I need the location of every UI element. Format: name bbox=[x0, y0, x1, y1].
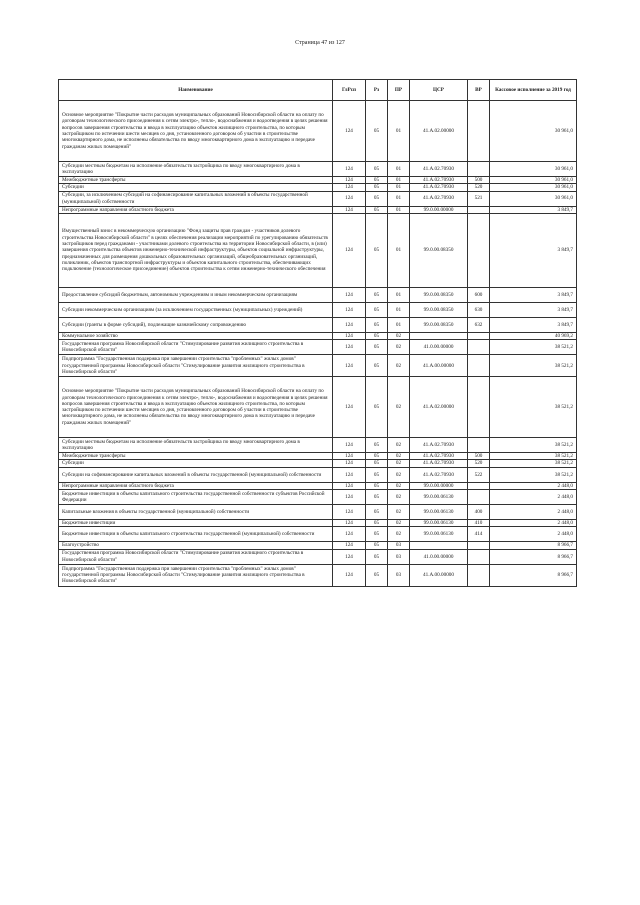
row-vr bbox=[468, 206, 490, 213]
row-csr: 41.А.02.70930 bbox=[410, 191, 468, 206]
budget-table bbox=[58, 79, 577, 587]
row-vr: 500 bbox=[468, 177, 490, 184]
row-grbs: 124 bbox=[333, 460, 366, 467]
table-body bbox=[59, 101, 577, 587]
table-row bbox=[59, 520, 577, 527]
row-pr: 02 bbox=[388, 377, 410, 438]
row-pr: 01 bbox=[388, 206, 410, 213]
row-name: Межбюджетные трансферты bbox=[59, 453, 333, 460]
row-name: Государственная программа Новосибирской области "Стимулирование развития жилищного строительства в Новосибирской области" bbox=[59, 549, 333, 564]
row-csr: 41.А.02.70930 bbox=[410, 438, 468, 453]
table-row bbox=[59, 527, 577, 542]
row-csr: 41.А.02.70930 bbox=[410, 467, 468, 482]
row-csr: 41.А.02.70930 bbox=[410, 453, 468, 460]
row-grbs: 124 bbox=[333, 332, 366, 339]
row-amount: 3 849,7 bbox=[490, 206, 577, 213]
row-name: Межбюджетные трансферты bbox=[59, 177, 333, 184]
row-csr: 41.А.02.70930 bbox=[410, 184, 468, 191]
row-name: Бюджетные инвестиции bbox=[59, 520, 333, 527]
table-row bbox=[59, 490, 577, 505]
row-grbs: 124 bbox=[333, 355, 366, 377]
row-amount: 38 521,2 bbox=[490, 377, 577, 438]
row-amount: 38 521,2 bbox=[490, 467, 577, 482]
row-rz: 05 bbox=[366, 467, 388, 482]
row-grbs: 124 bbox=[333, 467, 366, 482]
row-rz: 05 bbox=[366, 177, 388, 184]
row-amount: 2 448,0 bbox=[490, 527, 577, 542]
row-grbs: 124 bbox=[333, 505, 366, 520]
row-amount: 38 521,2 bbox=[490, 460, 577, 467]
table-row bbox=[59, 377, 577, 438]
column-header-amount: Кассовое исполнение за 2019 год bbox=[490, 80, 577, 101]
row-pr: 01 bbox=[388, 302, 410, 317]
row-pr: 01 bbox=[388, 191, 410, 206]
row-amount: 30 961,0 bbox=[490, 101, 577, 162]
table-row bbox=[59, 206, 577, 213]
row-csr bbox=[410, 542, 468, 549]
table-row bbox=[59, 438, 577, 453]
table-row bbox=[59, 467, 577, 482]
row-pr: 01 bbox=[388, 317, 410, 332]
row-csr: 99.0.00.08350 bbox=[410, 287, 468, 302]
row-csr: 41.А.02.70930 bbox=[410, 162, 468, 177]
row-vr: 520 bbox=[468, 184, 490, 191]
table-row bbox=[59, 317, 577, 332]
row-grbs: 124 bbox=[333, 564, 366, 586]
row-pr: 02 bbox=[388, 332, 410, 339]
row-csr: 41.0.00.00000 bbox=[410, 549, 468, 564]
row-rz: 05 bbox=[366, 332, 388, 339]
row-amount: 30 961,0 bbox=[490, 191, 577, 206]
row-rz: 05 bbox=[366, 460, 388, 467]
row-amount: 8 966,7 bbox=[490, 564, 577, 586]
row-grbs: 124 bbox=[333, 101, 366, 162]
row-name: Коммунальное хозяйство bbox=[59, 332, 333, 339]
row-vr: 630 bbox=[468, 302, 490, 317]
row-pr: 03 bbox=[388, 542, 410, 549]
row-csr: 41.0.00.00000 bbox=[410, 340, 468, 355]
row-vr bbox=[468, 549, 490, 564]
row-grbs: 124 bbox=[333, 438, 366, 453]
row-vr bbox=[468, 355, 490, 377]
column-header-rz: Рз bbox=[366, 80, 388, 101]
page-header: Страница 47 из 127 bbox=[295, 40, 345, 46]
row-rz: 05 bbox=[366, 287, 388, 302]
row-grbs: 124 bbox=[333, 177, 366, 184]
row-pr: 01 bbox=[388, 287, 410, 302]
row-pr: 01 bbox=[388, 101, 410, 162]
row-vr: 600 bbox=[468, 287, 490, 302]
row-name: Благоустройство bbox=[59, 542, 333, 549]
row-amount: 30 961,0 bbox=[490, 177, 577, 184]
table-row bbox=[59, 184, 577, 191]
row-amount: 30 961,0 bbox=[490, 162, 577, 177]
table-row bbox=[59, 177, 577, 184]
table-row bbox=[59, 564, 577, 586]
row-name: Субсидии местным бюджетам на исполнение обязательств застройщика по вводу многоквартирного дома в эксплуатацию bbox=[59, 162, 333, 177]
row-csr bbox=[410, 332, 468, 339]
row-pr: 02 bbox=[388, 453, 410, 460]
table-row bbox=[59, 549, 577, 564]
row-pr: 03 bbox=[388, 549, 410, 564]
row-grbs: 124 bbox=[333, 287, 366, 302]
row-rz: 05 bbox=[366, 520, 388, 527]
row-rz: 05 bbox=[366, 549, 388, 564]
row-csr: 99.0.00.06130 bbox=[410, 490, 468, 505]
row-amount: 40 969,2 bbox=[490, 332, 577, 339]
row-grbs: 124 bbox=[333, 542, 366, 549]
row-rz: 05 bbox=[366, 527, 388, 542]
row-pr: 02 bbox=[388, 460, 410, 467]
row-grbs: 124 bbox=[333, 340, 366, 355]
row-csr: 41.А.02.00000 bbox=[410, 377, 468, 438]
row-amount: 8 966,7 bbox=[490, 542, 577, 549]
table-row bbox=[59, 287, 577, 302]
table-row bbox=[59, 453, 577, 460]
row-grbs: 124 bbox=[333, 520, 366, 527]
row-rz: 05 bbox=[366, 482, 388, 489]
row-amount: 38 521,2 bbox=[490, 340, 577, 355]
row-pr: 02 bbox=[388, 340, 410, 355]
row-amount: 3 849,7 bbox=[490, 213, 577, 287]
row-csr: 99.0.00.06130 bbox=[410, 520, 468, 527]
table-header-row bbox=[59, 80, 577, 101]
row-grbs: 124 bbox=[333, 184, 366, 191]
row-rz: 05 bbox=[366, 184, 388, 191]
row-name: Предоставление субсидий бюджетным, автономным учреждениям и иным некоммерческим организациям bbox=[59, 287, 333, 302]
row-amount: 3 849,7 bbox=[490, 302, 577, 317]
row-pr: 01 bbox=[388, 177, 410, 184]
row-csr: 99.0.00.06130 bbox=[410, 505, 468, 520]
table-row bbox=[59, 340, 577, 355]
row-rz: 05 bbox=[366, 438, 388, 453]
row-amount: 2 448,0 bbox=[490, 490, 577, 505]
row-vr bbox=[468, 564, 490, 586]
row-csr: 99.0.00.06130 bbox=[410, 527, 468, 542]
table-row bbox=[59, 213, 577, 287]
row-name: Бюджетные инвестиции в объекты капитального строительства государственной собственности субъектов Российской Федерации bbox=[59, 490, 333, 505]
row-amount: 3 849,7 bbox=[490, 317, 577, 332]
row-name: Субсидии bbox=[59, 184, 333, 191]
table-row bbox=[59, 162, 577, 177]
row-pr: 02 bbox=[388, 438, 410, 453]
row-rz: 05 bbox=[366, 101, 388, 162]
row-pr: 01 bbox=[388, 162, 410, 177]
row-grbs: 124 bbox=[333, 453, 366, 460]
row-grbs: 124 bbox=[333, 317, 366, 332]
table-row bbox=[59, 482, 577, 489]
row-rz: 05 bbox=[366, 162, 388, 177]
row-rz: 05 bbox=[366, 340, 388, 355]
row-csr: 99.0.00.08350 bbox=[410, 213, 468, 287]
row-amount: 2 448,0 bbox=[490, 505, 577, 520]
row-pr: 02 bbox=[388, 520, 410, 527]
row-amount: 3 849,7 bbox=[490, 287, 577, 302]
row-rz: 05 bbox=[366, 302, 388, 317]
row-name: Субсидии некоммерческим организациям (за исключением государственных (муниципальных) учреждений) bbox=[59, 302, 333, 317]
row-rz: 05 bbox=[366, 213, 388, 287]
row-vr: 520 bbox=[468, 460, 490, 467]
row-grbs: 124 bbox=[333, 482, 366, 489]
table-row bbox=[59, 460, 577, 467]
table-row bbox=[59, 542, 577, 549]
row-name: Непрограммные направления областного бюджета bbox=[59, 206, 333, 213]
row-grbs: 124 bbox=[333, 377, 366, 438]
row-csr: 99.0.00.00000 bbox=[410, 206, 468, 213]
row-vr: 414 bbox=[468, 527, 490, 542]
row-pr: 01 bbox=[388, 213, 410, 287]
row-amount: 2 448,0 bbox=[490, 520, 577, 527]
table-row bbox=[59, 101, 577, 162]
row-vr: 632 bbox=[468, 317, 490, 332]
row-vr: 521 bbox=[468, 191, 490, 206]
row-name: Субсидии (гранты в форме субсидий), подлежащие казначейскому сопровождению bbox=[59, 317, 333, 332]
row-grbs: 124 bbox=[333, 191, 366, 206]
row-grbs: 124 bbox=[333, 549, 366, 564]
column-header-grbs: ГлРсп bbox=[333, 80, 366, 101]
row-name: Имущественный взнос в некоммерческую организацию "Фонд защиты прав граждан - участников долевого строительства Новосибирской области" в целях обеспечения реализации мероприятий по урегулированию обязательств застройщиков перед гражданами - участниками долевого строительства на территории Новосибирской области, в (или) завершения строительства объектов инженерно-технической инфраструктуры, объектов социальной инфраструктуры, предназначенных для размещения дошкольных образовательных организаций, общеобразовательных организаций, поликлиник, объектов транспортной инфраструктуры и объектов капитального строительства, обеспечивающих подключение (технологическое присоединение) объектов строительства к сетям инженерно-технического обеспечения bbox=[59, 213, 333, 287]
table-row bbox=[59, 505, 577, 520]
row-vr bbox=[468, 490, 490, 505]
row-amount: 38 521,2 bbox=[490, 453, 577, 460]
row-vr: 400 bbox=[468, 505, 490, 520]
row-grbs: 124 bbox=[333, 527, 366, 542]
row-pr: 03 bbox=[388, 564, 410, 586]
row-csr: 41.А.02.70930 bbox=[410, 177, 468, 184]
table-row bbox=[59, 191, 577, 206]
row-name: Субсидии, за исключением субсидий на софинансирование капитальных вложений в объекты государственной (муниципальной) собственности bbox=[59, 191, 333, 206]
row-rz: 05 bbox=[366, 490, 388, 505]
row-grbs: 124 bbox=[333, 162, 366, 177]
row-csr: 99.0.00.08350 bbox=[410, 302, 468, 317]
row-name: Подпрограмма "Государственная поддержка при завершении строительства "проблемных" жилых домов" государственной программы Новосибирской области "Стимулирование развития жилищного строительства в Новосибирской области" bbox=[59, 355, 333, 377]
row-name: Государственная программа Новосибирской области "Стимулирование развития жилищного строительства в Новосибирской области" bbox=[59, 340, 333, 355]
row-amount: 38 521,2 bbox=[490, 355, 577, 377]
row-vr: 522 bbox=[468, 467, 490, 482]
row-pr: 02 bbox=[388, 505, 410, 520]
row-rz: 05 bbox=[366, 505, 388, 520]
row-pr: 02 bbox=[388, 527, 410, 542]
row-rz: 05 bbox=[366, 453, 388, 460]
row-name: Субсидии местным бюджетам на исполнение обязательств застройщика по вводу многоквартирного дома в эксплуатацию bbox=[59, 438, 333, 453]
table-row bbox=[59, 332, 577, 339]
row-grbs: 124 bbox=[333, 206, 366, 213]
row-csr: 99.0.00.00000 bbox=[410, 482, 468, 489]
row-csr: 99.0.00.08350 bbox=[410, 317, 468, 332]
row-vr bbox=[468, 482, 490, 489]
row-rz: 05 bbox=[366, 564, 388, 586]
row-grbs: 124 bbox=[333, 213, 366, 287]
row-name: Основное мероприятие "Покрытие части расходов муниципальных образований Новосибирской области на оплату по договорам технологического присоединения к сетям электро-, тепло-, водоснабжения и водоотведения в целях решения вопросов завершения строительства и ввода в эксплуатацию объектов жилищного строительства, по которым застройщиком по истечении шести месяцев со дня, установленного договором об участии в строительстве многоквартирного дома, не исполнены обязательства по вводу многоквартирного дома в эксплуатацию и передаче гражданам жилых помещений" bbox=[59, 101, 333, 162]
row-pr: 02 bbox=[388, 482, 410, 489]
row-rz: 05 bbox=[366, 191, 388, 206]
row-name: Непрограммные направления областного бюджета bbox=[59, 482, 333, 489]
table-row bbox=[59, 355, 577, 377]
row-vr bbox=[468, 162, 490, 177]
row-csr: 41.А.02.70930 bbox=[410, 460, 468, 467]
row-vr bbox=[468, 340, 490, 355]
row-csr: 41.А.02.00000 bbox=[410, 101, 468, 162]
row-name: Бюджетные инвестиции в объекты капитального строительства государственной (муниципальной) собственности bbox=[59, 527, 333, 542]
row-rz: 05 bbox=[366, 206, 388, 213]
row-name: Подпрограмма "Государственная поддержка при завершении строительства "проблемных" жилых домов" государственной программы Новосибирской области "Стимулирование развития жилищного строительства в Новосибирской области" bbox=[59, 564, 333, 586]
table-row bbox=[59, 302, 577, 317]
row-grbs: 124 bbox=[333, 490, 366, 505]
row-name: Капитальные вложения в объекты государственной (муниципальной) собственности bbox=[59, 505, 333, 520]
row-vr: 410 bbox=[468, 520, 490, 527]
row-rz: 05 bbox=[366, 377, 388, 438]
column-header-name: Наименование bbox=[59, 80, 333, 101]
row-name: Субсидии bbox=[59, 460, 333, 467]
row-amount: 30 961,0 bbox=[490, 184, 577, 191]
column-header-vr: ВР bbox=[468, 80, 490, 101]
row-vr bbox=[468, 377, 490, 438]
row-vr bbox=[468, 438, 490, 453]
row-amount: 38 521,2 bbox=[490, 438, 577, 453]
row-rz: 05 bbox=[366, 542, 388, 549]
row-rz: 05 bbox=[366, 317, 388, 332]
row-vr bbox=[468, 332, 490, 339]
row-pr: 01 bbox=[388, 184, 410, 191]
row-grbs: 124 bbox=[333, 302, 366, 317]
column-header-csr: ЦСР bbox=[410, 80, 468, 101]
row-amount: 8 966,7 bbox=[490, 549, 577, 564]
row-amount: 2 448,0 bbox=[490, 482, 577, 489]
row-vr bbox=[468, 542, 490, 549]
row-pr: 02 bbox=[388, 467, 410, 482]
row-pr: 02 bbox=[388, 355, 410, 377]
row-csr: 41.А.00.00000 bbox=[410, 564, 468, 586]
row-vr: 500 bbox=[468, 453, 490, 460]
row-csr: 41.А.00.00000 bbox=[410, 355, 468, 377]
row-pr: 02 bbox=[388, 490, 410, 505]
row-name: Основное мероприятие "Покрытие части расходов муниципальных образований Новосибирской области на оплату по договорам технологического присоединения к сетям электро-, тепло-, водоснабжения и водоотведения в целях решения вопросов завершения строительства и ввода в эксплуатацию объектов жилищного строительства, по которым застройщиком по истечении шести месяцев со дня, установленного договором об участии в строительстве многоквартирного дома, не исполнены обязательства по вводу многоквартирного дома в эксплуатацию и передаче гражданам жилых помещений" bbox=[59, 377, 333, 438]
row-vr bbox=[468, 213, 490, 287]
row-name: Субсидии на софинансирование капитальных вложений в объекты государственной (муниципальной) собственности bbox=[59, 467, 333, 482]
column-header-pr: ПР bbox=[388, 80, 410, 101]
row-rz: 05 bbox=[366, 355, 388, 377]
row-vr bbox=[468, 101, 490, 162]
